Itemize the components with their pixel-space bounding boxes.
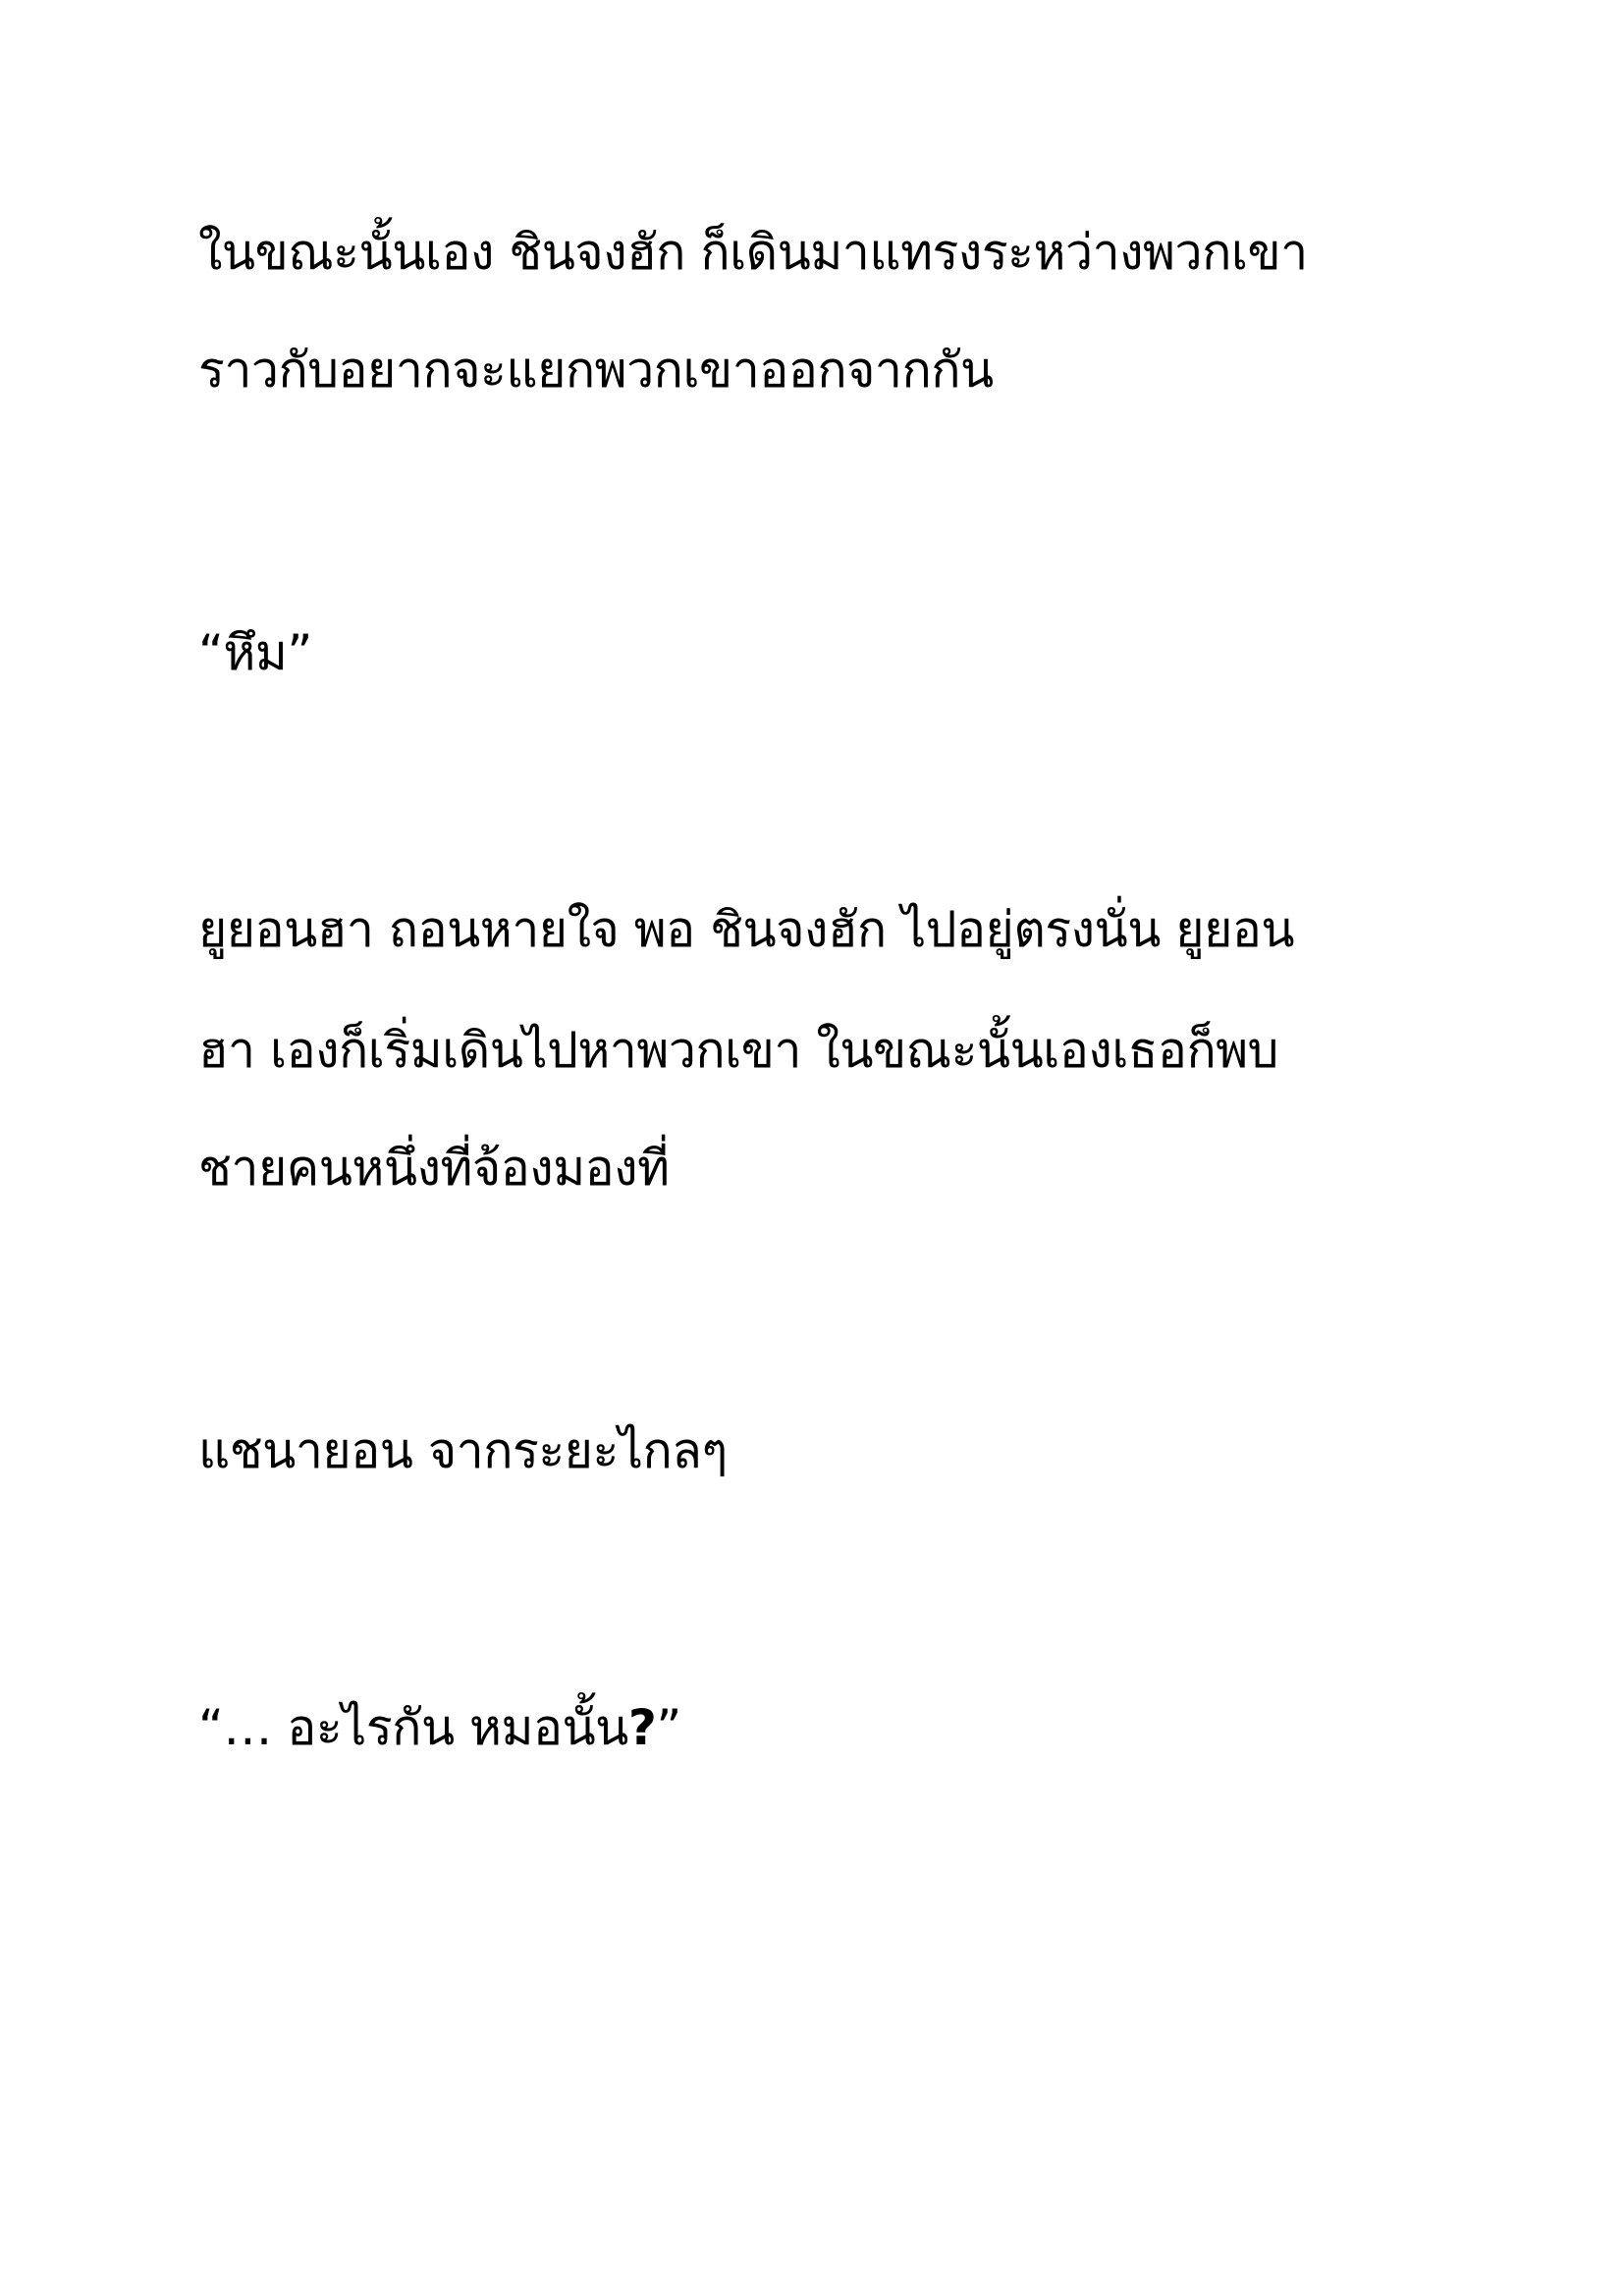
paragraph-2-line-1: “หึม” xyxy=(198,624,312,681)
paragraph-3-line-2: ฮา เองก็เริ่มเดินไปหาพวกเขา ในขณะนั้นเองเธอก็พบ xyxy=(198,1022,1278,1079)
paragraph-5-line-1 xyxy=(198,1699,681,1756)
paragraph-3-line-3: ชายคนหนึ่งที่จ้องมองที่ xyxy=(198,1140,670,1197)
paragraph-1-line-1: ในขณะนั้นเอง ชินจงฮัก ก็เดินมาแทรงระหว่างพวกเขา xyxy=(198,224,1308,281)
closing-quote: ” xyxy=(656,1699,681,1756)
paragraph-5-text: “… อะไรกัน หมอนั้น xyxy=(198,1699,628,1756)
question-mark: ? xyxy=(627,1699,657,1756)
paragraph-4-line-1: แชนายอน จากระยะไกลๆ xyxy=(198,1422,728,1479)
paragraph-3-line-1: ยูยอนฮา ถอนหายใจ พอ ชินจงฮัก ไปอยู่ตรงนั่น ยูยอน xyxy=(198,901,1295,958)
paragraph-1-line-2: ราวกับอยากจะแยกพวกเขาออกจากกัน xyxy=(198,342,994,399)
